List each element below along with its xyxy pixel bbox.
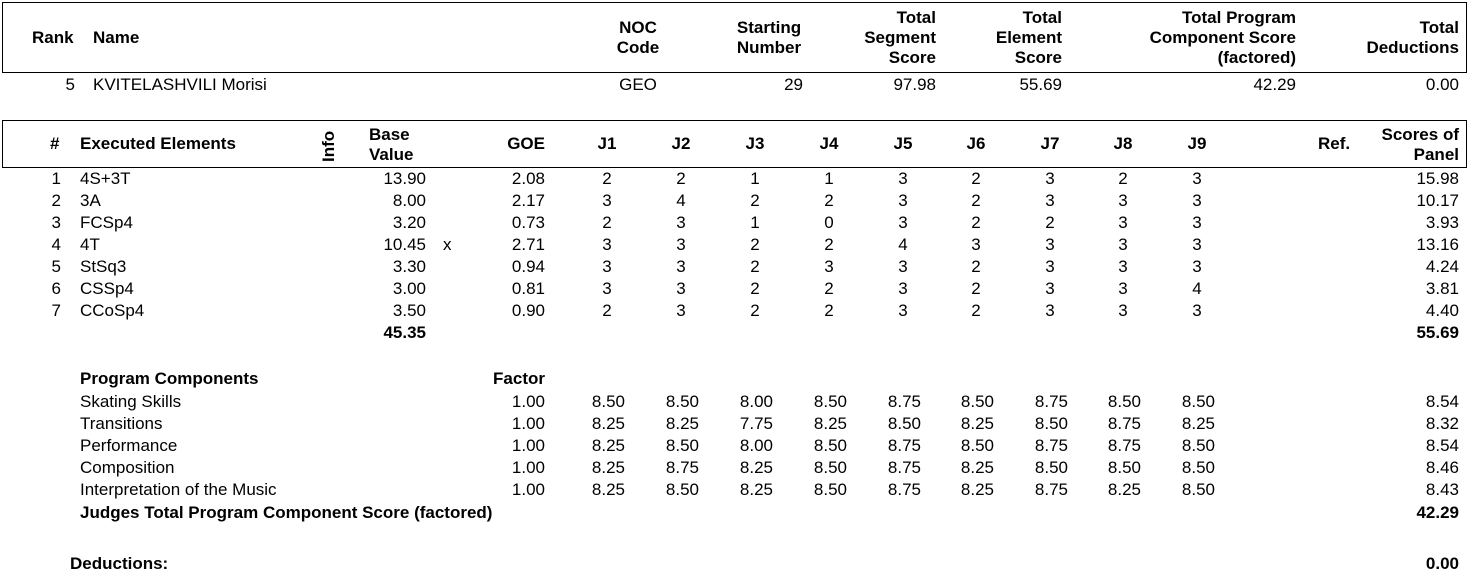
element-base-value: 3.00 <box>392 279 426 298</box>
pcs-judge-score: 8.50 <box>813 436 847 455</box>
element-judge-score: 3 <box>602 257 612 276</box>
element-judge-score: 3 <box>1045 301 1055 320</box>
pcs-judge-score: 8.25 <box>739 480 773 499</box>
element-judge-score: 3 <box>1118 279 1128 298</box>
pcs-judge-score: 8.50 <box>665 480 699 499</box>
pcs-judge-score: 8.50 <box>1181 392 1215 411</box>
pcs-panel-score: 8.54 <box>1425 436 1459 455</box>
element-name: CSSp4 <box>80 279 134 298</box>
element-judge-score: 3 <box>1045 279 1055 298</box>
header-rank: Rank <box>32 28 74 47</box>
element-base-value: 8.00 <box>392 191 426 210</box>
header-noc-code: NOC Code <box>616 18 660 57</box>
elements-header-base-value: Base Value <box>369 125 414 164</box>
element-judge-score: 2 <box>971 169 981 188</box>
pcs-judge-score: 8.25 <box>591 480 625 499</box>
pcs-judge-score: 8.50 <box>960 436 994 455</box>
pcs-component-name: Performance <box>80 436 178 455</box>
element-base-value: 3.20 <box>392 213 426 232</box>
skater-rank: 5 <box>65 75 75 94</box>
element-judge-score: 4 <box>676 191 686 210</box>
element-judge-score: 3 <box>1118 213 1128 232</box>
elements-header-executed: Executed Elements <box>80 134 236 153</box>
element-goe: 2.71 <box>511 235 545 254</box>
element-name: 4T <box>80 235 100 254</box>
element-judge-score: 0 <box>824 213 834 232</box>
pcs-judge-score: 8.25 <box>591 458 625 477</box>
element-judge-score: 1 <box>750 213 760 232</box>
pcs-judge-score: 8.50 <box>1107 458 1141 477</box>
element-judge-score: 4 <box>898 235 908 254</box>
element-judge-score: 2 <box>676 169 686 188</box>
element-name: CCoSp4 <box>80 301 145 320</box>
pcs-judge-score: 8.25 <box>591 436 625 455</box>
element-judge-score: 3 <box>1118 235 1128 254</box>
program-components-title: Program Components <box>80 369 259 388</box>
pcs-component-name: Skating Skills <box>80 392 182 411</box>
element-panel-score: 10.17 <box>1416 191 1459 210</box>
element-judge-score: 2 <box>750 279 760 298</box>
pcs-judge-score: 8.25 <box>1107 480 1141 499</box>
judge-header-1: J1 <box>597 134 617 153</box>
element-judge-score: 2 <box>824 191 834 210</box>
element-name: StSq3 <box>80 257 127 276</box>
pcs-judge-score: 8.25 <box>665 414 699 433</box>
element-panel-score: 15.98 <box>1416 169 1459 188</box>
pcs-judge-score: 8.75 <box>1034 436 1068 455</box>
element-panel-score: 3.93 <box>1425 213 1459 232</box>
element-judge-score: 3 <box>1118 191 1128 210</box>
pcs-judge-score: 8.25 <box>1181 414 1215 433</box>
elements-header-info: Info <box>319 130 338 162</box>
element-judge-score: 2 <box>602 169 612 188</box>
element-panel-score: 4.24 <box>1425 257 1459 276</box>
element-base-value: 3.50 <box>392 301 426 320</box>
element-judge-score: 3 <box>676 301 686 320</box>
header-total-element-score: Total Element Score <box>995 8 1062 67</box>
element-judge-score: 3 <box>1045 191 1055 210</box>
pcs-judge-score: 8.75 <box>887 436 921 455</box>
elements-base-total: 45.35 <box>383 323 426 342</box>
pcs-factor: 1.00 <box>511 480 545 499</box>
element-judge-score: 3 <box>898 279 908 298</box>
skater-noc: GEO <box>619 75 657 94</box>
header-total-pcs: Total Program Component Score (factored) <box>1149 8 1296 67</box>
element-num: 1 <box>51 169 61 188</box>
element-judge-score: 3 <box>824 257 834 276</box>
element-judge-score: 3 <box>602 279 612 298</box>
skater-total-segment-score: 97.98 <box>893 75 936 94</box>
element-name: 3A <box>80 191 101 210</box>
pcs-judge-score: 8.00 <box>739 436 773 455</box>
pcs-panel-score: 8.54 <box>1425 392 1459 411</box>
pcs-total-label: Judges Total Program Component Score (factored) <box>80 503 493 522</box>
element-judge-score: 3 <box>602 191 612 210</box>
element-judge-score: 3 <box>1118 257 1128 276</box>
element-judge-score: 4 <box>1192 279 1202 298</box>
pcs-judge-score: 7.75 <box>739 414 773 433</box>
element-judge-score: 3 <box>676 279 686 298</box>
pcs-component-name: Composition <box>80 458 175 477</box>
element-panel-score: 3.81 <box>1425 279 1459 298</box>
element-base-value: 3.30 <box>392 257 426 276</box>
element-goe: 2.08 <box>511 169 545 188</box>
pcs-judge-score: 8.75 <box>1034 392 1068 411</box>
element-goe: 0.81 <box>511 279 545 298</box>
element-base-value: 10.45 <box>383 235 426 254</box>
element-judge-score: 2 <box>971 257 981 276</box>
element-judge-score: 3 <box>1118 301 1128 320</box>
element-judge-score: 2 <box>750 191 760 210</box>
element-judge-score: 2 <box>971 213 981 232</box>
pcs-factor: 1.00 <box>511 458 545 477</box>
pcs-total-value: 42.29 <box>1416 503 1459 522</box>
element-name: FCSp4 <box>80 213 133 232</box>
skater-total-deductions: 0.00 <box>1425 75 1459 94</box>
header-name: Name <box>93 28 140 47</box>
element-judge-score: 3 <box>898 301 908 320</box>
element-judge-score: 3 <box>676 213 686 232</box>
pcs-judge-score: 8.50 <box>813 458 847 477</box>
pcs-factor: 1.00 <box>511 436 545 455</box>
judge-header-2: J2 <box>671 134 691 153</box>
pcs-judge-score: 8.50 <box>1107 392 1141 411</box>
judge-header-4: J4 <box>819 134 839 153</box>
pcs-judge-score: 8.25 <box>960 480 994 499</box>
element-judge-score: 3 <box>676 257 686 276</box>
element-judge-score: 3 <box>1045 235 1055 254</box>
pcs-judge-score: 8.25 <box>960 414 994 433</box>
pcs-judge-score: 8.25 <box>813 414 847 433</box>
pcs-judge-score: 8.50 <box>1181 436 1215 455</box>
elements-score-total: 55.69 <box>1416 323 1459 342</box>
program-components-factor-label: Factor <box>493 369 545 388</box>
pcs-judge-score: 8.50 <box>813 392 847 411</box>
pcs-judge-score: 8.25 <box>739 458 773 477</box>
element-judge-score: 3 <box>971 235 981 254</box>
pcs-judge-score: 8.75 <box>887 480 921 499</box>
element-goe: 0.90 <box>511 301 545 320</box>
element-judge-score: 3 <box>1192 235 1202 254</box>
pcs-judge-score: 8.75 <box>1034 480 1068 499</box>
element-judge-score: 2 <box>971 279 981 298</box>
element-judge-score: 2 <box>750 301 760 320</box>
element-judge-score: 3 <box>898 213 908 232</box>
element-judge-score: 3 <box>1045 257 1055 276</box>
elements-header-ref: Ref. <box>1318 134 1351 153</box>
pcs-judge-score: 8.50 <box>591 392 625 411</box>
header-starting-number: Starting Number <box>736 18 802 57</box>
element-judge-score: 2 <box>971 301 981 320</box>
element-judge-score: 3 <box>602 235 612 254</box>
element-goe: 0.73 <box>511 213 545 232</box>
element-panel-score: 13.16 <box>1416 235 1459 254</box>
element-panel-score: 4.40 <box>1425 301 1459 320</box>
pcs-judge-score: 8.50 <box>887 414 921 433</box>
pcs-judge-score: 8.50 <box>1181 480 1215 499</box>
pcs-factor: 1.00 <box>511 414 545 433</box>
pcs-judge-score: 8.50 <box>1034 458 1068 477</box>
elements-header-scores-of-panel: Scores of Panel <box>1381 125 1459 164</box>
judge-header-6: J6 <box>966 134 986 153</box>
element-judge-score: 2 <box>824 235 834 254</box>
element-judge-score: 2 <box>1118 169 1128 188</box>
judge-header-5: J5 <box>893 134 913 153</box>
pcs-panel-score: 8.46 <box>1425 458 1459 477</box>
element-judge-score: 2 <box>1045 213 1055 232</box>
pcs-component-name: Interpretation of the Music <box>80 480 277 499</box>
element-judge-score: 2 <box>750 235 760 254</box>
element-judge-score: 3 <box>676 235 686 254</box>
elements-header-num: # <box>50 134 60 153</box>
skater-name: KVITELASHVILI Morisi <box>93 75 267 94</box>
pcs-judge-score: 8.50 <box>1034 414 1068 433</box>
skater-total-element-score: 55.69 <box>1019 75 1062 94</box>
element-judge-score: 3 <box>1192 191 1202 210</box>
judge-header-3: J3 <box>745 134 765 153</box>
element-name: 4S+3T <box>80 169 131 188</box>
element-judge-score: 1 <box>750 169 760 188</box>
pcs-judge-score: 8.75 <box>887 392 921 411</box>
element-base-value: 13.90 <box>383 169 426 188</box>
element-goe: 2.17 <box>511 191 545 210</box>
element-judge-score: 2 <box>602 301 612 320</box>
judge-header-8: J8 <box>1113 134 1133 153</box>
judge-header-7: J7 <box>1040 134 1060 153</box>
element-judge-score: 2 <box>971 191 981 210</box>
deductions-value: 0.00 <box>1425 554 1459 573</box>
pcs-judge-score: 8.50 <box>1181 458 1215 477</box>
element-judge-score: 1 <box>824 169 834 188</box>
pcs-judge-score: 8.00 <box>739 392 773 411</box>
pcs-judge-score: 8.75 <box>887 458 921 477</box>
element-judge-score: 2 <box>824 301 834 320</box>
pcs-component-name: Transitions <box>80 414 163 433</box>
pcs-judge-score: 8.50 <box>960 392 994 411</box>
element-judge-score: 3 <box>1192 301 1202 320</box>
element-bonus-mark: x <box>443 235 452 254</box>
element-num: 6 <box>51 279 61 298</box>
element-num: 2 <box>51 191 61 210</box>
element-judge-score: 3 <box>1192 257 1202 276</box>
element-num: 4 <box>51 235 61 254</box>
element-num: 3 <box>51 213 61 232</box>
pcs-judge-score: 8.75 <box>1107 414 1141 433</box>
pcs-judge-score: 8.50 <box>813 480 847 499</box>
element-judge-score: 2 <box>824 279 834 298</box>
element-judge-score: 3 <box>1045 169 1055 188</box>
pcs-judge-score: 8.25 <box>960 458 994 477</box>
judge-header-9: J9 <box>1187 134 1207 153</box>
pcs-panel-score: 8.43 <box>1425 480 1459 499</box>
header-total-deductions: Total Deductions <box>1366 18 1459 57</box>
element-judge-score: 3 <box>1192 213 1202 232</box>
element-judge-score: 2 <box>602 213 612 232</box>
skater-starting-number: 29 <box>784 75 803 94</box>
header-total-segment-score: Total Segment Score <box>864 8 936 67</box>
element-judge-score: 3 <box>898 191 908 210</box>
deductions-label: Deductions: <box>70 554 169 573</box>
skater-total-pcs: 42.29 <box>1253 75 1296 94</box>
element-judge-score: 2 <box>750 257 760 276</box>
element-goe: 0.94 <box>511 257 545 276</box>
element-judge-score: 3 <box>898 169 908 188</box>
pcs-judge-score: 8.75 <box>1107 436 1141 455</box>
element-num: 5 <box>51 257 61 276</box>
pcs-judge-score: 8.50 <box>665 392 699 411</box>
pcs-judge-score: 8.75 <box>665 458 699 477</box>
pcs-factor: 1.00 <box>511 392 545 411</box>
elements-header-goe: GOE <box>507 134 545 153</box>
pcs-panel-score: 8.32 <box>1425 414 1459 433</box>
element-judge-score: 3 <box>1192 169 1202 188</box>
element-judge-score: 3 <box>898 257 908 276</box>
pcs-judge-score: 8.25 <box>591 414 625 433</box>
element-num: 7 <box>51 301 61 320</box>
pcs-judge-score: 8.50 <box>665 436 699 455</box>
